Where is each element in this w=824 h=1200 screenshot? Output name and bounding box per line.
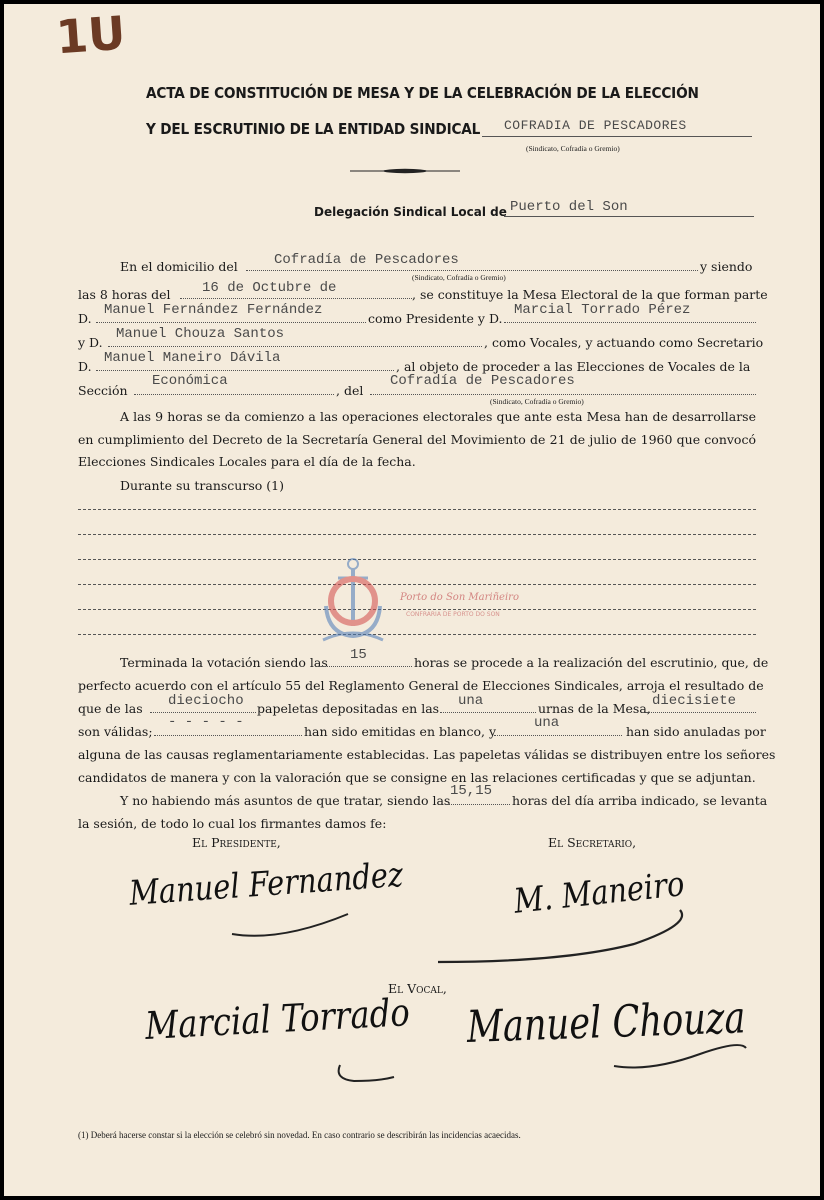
que-de-las-label: que de las (78, 701, 143, 716)
blank-line-2 (78, 534, 756, 535)
entity-value: COFRADIA DE PESCADORES (504, 118, 687, 133)
blanco-line (154, 735, 302, 736)
secretario-signature: M. Maneiro (512, 864, 687, 922)
presidente-signature-stroke (230, 904, 360, 948)
secretario-sig-label: El Secretario, (548, 835, 637, 850)
presidente-line (96, 322, 366, 323)
vocal1-line (504, 322, 756, 323)
fecha-line (180, 298, 412, 299)
vocal2-line (108, 346, 482, 347)
domicilio-label: En el domicilio del (120, 259, 238, 274)
constituye-text: , se constituye la Mesa Electoral de la que forman parte (412, 287, 768, 302)
entity-note: (Sindicato, Cofradía o Gremio) (526, 144, 620, 153)
siendo-label: y siendo (700, 259, 753, 274)
stamp-subtitle: CONFRARÍA DE PORTO DO SON (406, 611, 500, 618)
presidente-sig-label: El Presidente, (192, 835, 281, 850)
vocales-label: , como Vocales, y actuando como Secretario (484, 335, 764, 350)
vocal2-signature-stroke (610, 1040, 750, 1080)
validas-line (646, 712, 756, 713)
domicilio-line (246, 270, 698, 271)
vocal-sig-label: El Vocal, (388, 981, 447, 996)
seccion-line (134, 394, 334, 395)
perfecto-text: perfecto acuerdo con el artículo 55 del Reglamento General de Elecciones Sindicales, arroja el resultado de (78, 678, 764, 693)
objeto-label: , al objeto de proceder a las Elecciones de Vocales de la (396, 359, 751, 374)
cierre-horas-text: horas del día arriba indicado, se levanta (512, 793, 768, 808)
fecha-value: 16 de Octubre de (202, 280, 337, 296)
presidente-signature: Manuel Fernandez (128, 854, 405, 914)
vocal1-value: Marcial Torrado Pérez (514, 302, 691, 318)
terminada-hora-line (318, 666, 412, 667)
terminada-horas-text: horas se procede a la realización del escrutinio, que, de (414, 655, 769, 670)
presidente-value: Manuel Fernández Fernández (104, 302, 323, 318)
title-line-1: ACTA DE CONSTITUCIÓN DE MESA Y DE LA CELEBRACIÓN DE LA ELECCIÓN (146, 84, 699, 102)
domicilio-value: Cofradía de Pescadores (274, 252, 459, 268)
blank-line-6 (78, 634, 756, 635)
domicilio-note: (Sindicato, Cofradía o Gremio) (412, 273, 506, 282)
y-no-label: Y no habiendo más asuntos de que tratar, siendo las (120, 793, 451, 808)
delegacion-line (504, 216, 754, 217)
title-divider (350, 159, 460, 165)
papeletas-label: papeletas depositadas en las (257, 701, 440, 716)
urnas-label: urnas de la Mesa, (538, 701, 651, 716)
papeletas-value: dieciocho (168, 693, 244, 709)
del-note: (Sindicato, Cofradía o Gremio) (490, 397, 584, 406)
document-page (4, 4, 820, 1196)
yd-label: y D. (78, 335, 103, 350)
anchor-logo-watermark (318, 556, 388, 646)
son-validas-label: son válidas; (78, 724, 153, 739)
secretario-line (96, 370, 394, 371)
presidente-label: como Presidente y D. (368, 311, 503, 326)
corner-mark: 1U (54, 5, 128, 65)
del-line (370, 394, 756, 395)
seccion-value: Económica (152, 373, 228, 389)
del-label: , del (336, 383, 364, 398)
del-value: Cofradía de Pescadores (390, 373, 575, 389)
anuladas-label: han sido anuladas por (626, 724, 766, 739)
alguna-text: alguna de las causas reglamentariamente establecidas. Las papeletas válidas se distribuyen entre los señores (78, 747, 776, 762)
d1-label: D. (78, 311, 92, 326)
d2-label: D. (78, 359, 92, 374)
delegacion-value: Puerto del Son (510, 199, 628, 215)
urnas-value: una (458, 693, 484, 709)
urnas-line (440, 712, 536, 713)
vocal1-signature-stroke (334, 1059, 404, 1093)
paragraph-operaciones: A las 9 horas se da comienzo a las operaciones electorales que ante esta Mesa han de desarrollarse en cumplimiento del Decreto de la Secretaría General del Movimiento de 21 de julio de 1960 que convocó Elecciones Sindicales Locales para el día de la fecha. (78, 409, 756, 469)
validas-value: diecisiete (652, 693, 737, 709)
seccion-label: Sección (78, 383, 128, 398)
secretario-signature-stroke (434, 904, 694, 972)
blanco-label: han sido emitidas en blanco, y (304, 724, 497, 739)
terminada-label: Terminada la votación siendo las (120, 655, 328, 670)
horas-label: las 8 horas del (78, 287, 171, 302)
blank-line-1 (78, 509, 756, 510)
vocal2-signature: Manuel Chouza (466, 992, 747, 1053)
durante-label: Durante su transcurso (1) (120, 478, 284, 493)
blank-line-4 (78, 584, 756, 585)
vocal2-value: Manuel Chouza Santos (116, 326, 285, 342)
blank-line-5 (78, 609, 756, 610)
stamp-title: Porto do Son Mariñeiro (400, 592, 519, 603)
delegacion-label: Delegación Sindical Local de (314, 205, 507, 219)
terminada-hora-value: 15 (350, 647, 367, 663)
blank-line-3 (78, 559, 756, 560)
candidatos-text: candidatos de manera y con la valoración que se consigne en las relaciones certificadas y que se adjuntan. (78, 770, 756, 785)
footnote: (1) Deberá hacerse constar si la elección se celebró sin novedad. En caso contrario se describirán las incidencias acaecidas. (78, 1130, 521, 1140)
entity-line (482, 136, 752, 137)
secretario-value: Manuel Maneiro Dávila (104, 350, 281, 366)
papeletas-line (150, 712, 256, 713)
vocal1-signature: Marcial Torrado (144, 990, 411, 1048)
title-line-2: Y DEL ESCRUTINIO DE LA ENTIDAD SINDICAL (146, 120, 481, 138)
blanco-value: - - - - - (168, 714, 244, 730)
cierre-hora-value: 15,15 (450, 783, 493, 799)
anuladas-value: una (534, 715, 560, 731)
sesion-text: la sesión, de todo lo cual los firmantes damos fe: (78, 816, 387, 831)
cierre-hora-line (446, 804, 510, 805)
anuladas-line (494, 735, 622, 736)
